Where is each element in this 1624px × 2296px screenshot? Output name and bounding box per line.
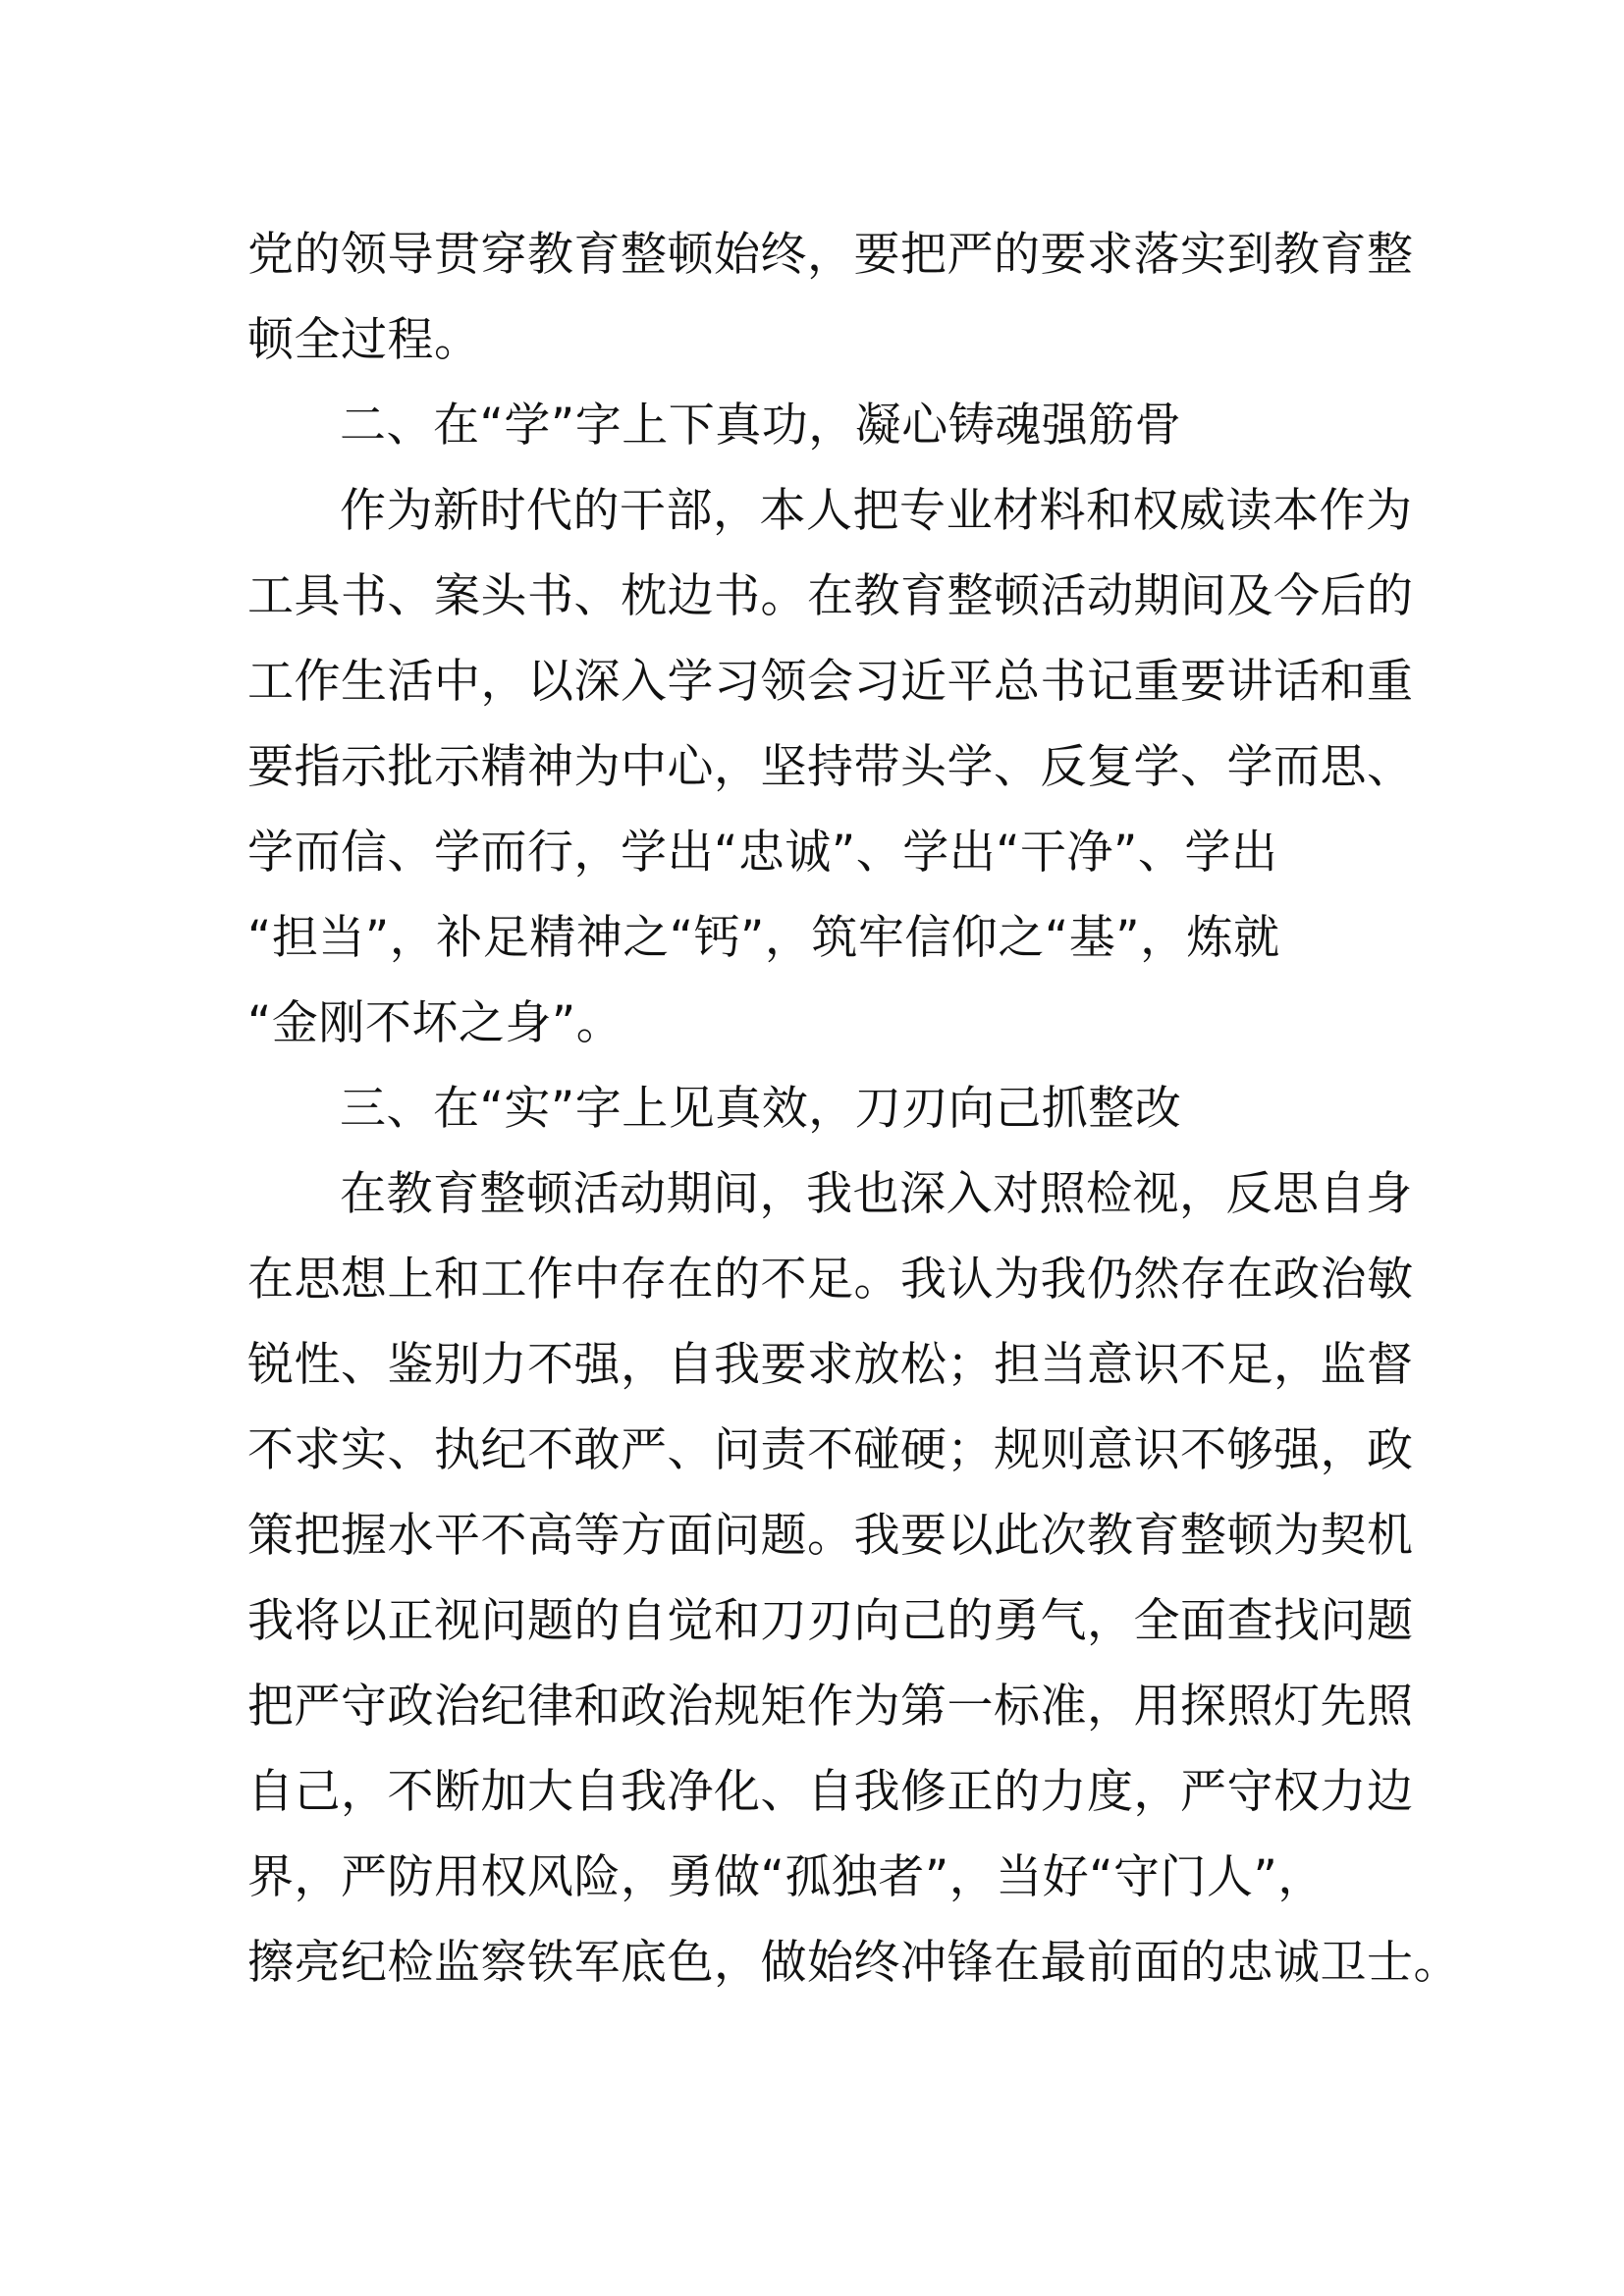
text-line: 把严守政治纪律和政治规矩作为第一标准，用探照灯先照: [247, 1680, 1414, 1734]
section-heading: 三、在“实”字上见真效，刀刃向己抓整改: [340, 1082, 1182, 1136]
text-line: 工具书、案头书、枕边书。在教育整顿活动期间及今后的: [247, 569, 1414, 623]
text-line: “担当”，补足精神之“钙”，筑牢信仰之“基”，炼就: [247, 911, 1280, 965]
text-line: 界，严防用权风险，勇做“孤独者”，当好“守门人”，: [247, 1850, 1325, 1904]
section-heading: 二、在“学”字上下真功，凝心铸魂强筋骨: [340, 399, 1182, 453]
text-line: 学而信、学而行，学出“忠诚”、学出“干净”、学出: [247, 826, 1278, 880]
text-line: 自己，不断加大自我净化、自我修正的力度，严守权力边: [247, 1765, 1414, 1819]
text-line: 策把握水平不高等方面问题。我要以此次教育整顿为契机: [247, 1509, 1414, 1563]
text-line: 要指示批示精神为中心，坚持带头学、反复学、学而思、: [247, 740, 1414, 794]
text-line: 锐性、鉴别力不强，自我要求放松；担当意识不足，监督: [247, 1338, 1414, 1392]
text-line: 顿全过程。: [247, 313, 481, 367]
text-line: 工作生活中，以深入学习领会习近平总书记重要讲话和重: [247, 655, 1414, 709]
text-line: 不求实、执纪不敢严、问责不碰硬；规则意识不够强，政: [247, 1423, 1414, 1477]
text-line: 作为新时代的干部，本人把专业材料和权威读本作为: [340, 484, 1413, 538]
document-body: [247, 212, 1460, 2005]
text-line: 在思想上和工作中存在的不足。我认为我仍然存在政治敏: [247, 1253, 1414, 1307]
text-line: 我将以正视问题的自觉和刀刃向己的勇气，全面查找问题: [247, 1594, 1414, 1648]
text-line: 擦亮纪检监察铁军底色，做始终冲锋在最前面的忠诚卫士。: [247, 1936, 1460, 1990]
text-line: 党的领导贯穿教育整顿始终，要把严的要求落实到教育整: [247, 228, 1414, 282]
text-line: “金刚不坏之身”。: [247, 996, 623, 1050]
text-line: 在教育整顿活动期间，我也深入对照检视，反思自身: [340, 1167, 1413, 1221]
